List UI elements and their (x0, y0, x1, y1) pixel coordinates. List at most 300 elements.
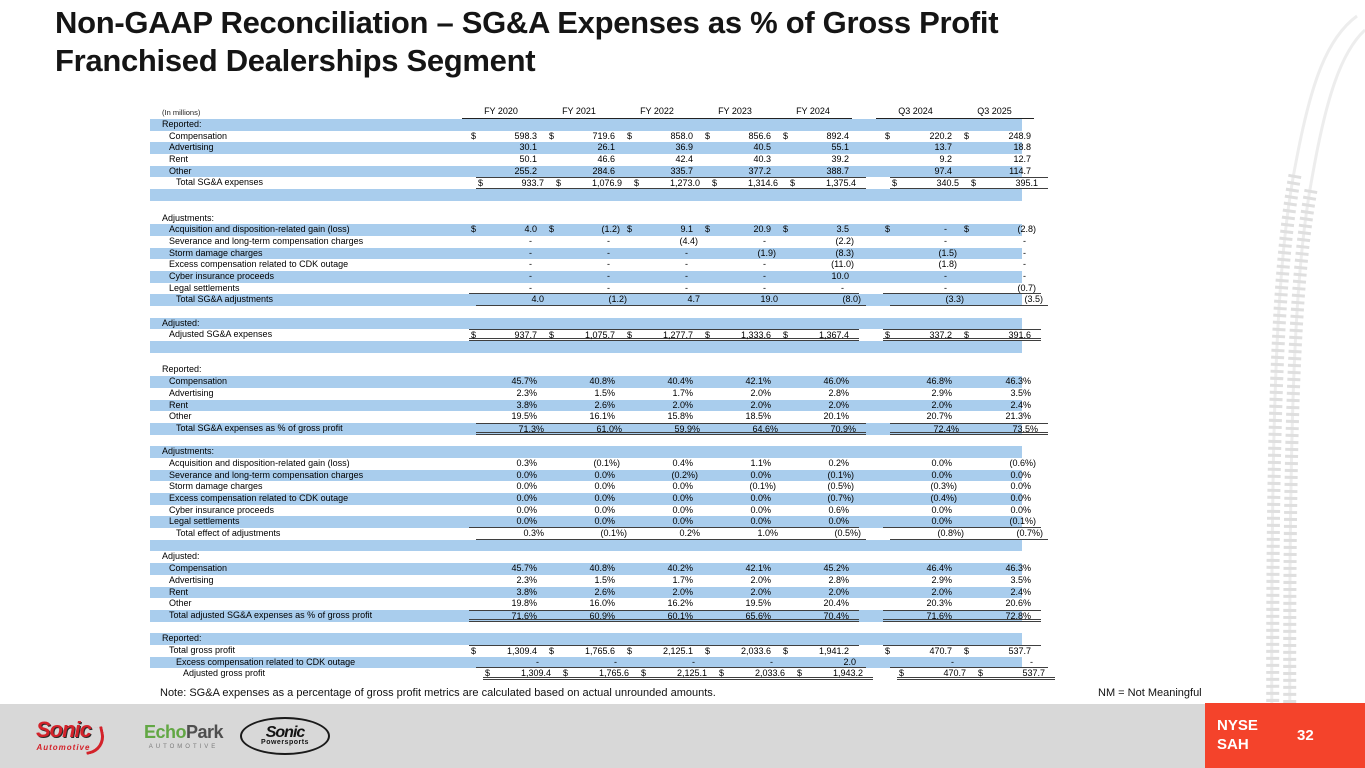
table-row (150, 633, 1022, 645)
dollar-sign: $ (471, 130, 477, 141)
value-cell: $ 892.4 (783, 130, 849, 141)
value-cell: - (607, 270, 610, 281)
dollar-sign: $ (964, 224, 970, 235)
ticker-symbol: NYSE SAH (1217, 716, 1258, 753)
dollar-sign: $ (885, 224, 891, 235)
sonic-automotive-logo (36, 704, 91, 768)
row-label: Rent (169, 399, 189, 410)
table-row (150, 224, 1036, 236)
value-cell: $ 1,076.9 (556, 178, 622, 189)
column-header: FY 2022 (618, 104, 696, 119)
value-cell: 4.7 (687, 294, 700, 305)
value-cell: 0.0% (594, 493, 615, 503)
table-row (150, 422, 1038, 435)
section-label: Reported: (162, 119, 202, 129)
value-cell: 30.1 (519, 142, 537, 153)
column-header: Q3 2024 (876, 104, 955, 119)
row-label: Storm damage charges (169, 481, 263, 492)
value-cell: - (685, 247, 688, 258)
value-cell: 9.2 (939, 154, 952, 165)
dollar-sign: $ (627, 130, 633, 141)
dollar-sign: $ (964, 645, 970, 656)
value-cell: 0.0% (750, 504, 771, 515)
value-cell: $ 1,273.0 (634, 178, 700, 189)
value-cell: - (692, 656, 695, 667)
value-cell: 1.5% (594, 574, 615, 585)
dollar-sign: $ (719, 668, 725, 679)
table-row (150, 399, 1031, 412)
value-cell: 71.3% (518, 423, 544, 434)
table-row (150, 282, 1036, 295)
value-cell: 2.9% (931, 387, 952, 398)
value-cell: 0.0% (1010, 504, 1031, 515)
value-cell: 2.0 (843, 656, 856, 667)
column-header: FY 2023 (696, 104, 774, 119)
value-cell: $ 1,314.6 (712, 178, 778, 189)
value-cell: 0.0% (594, 481, 615, 492)
value-cell: 0.0% (750, 516, 771, 527)
value-cell: 19.0 (760, 294, 778, 305)
table-row (150, 119, 1022, 131)
dollar-sign: $ (471, 330, 477, 341)
row-label: Rent (169, 586, 189, 597)
value-cell: 377.2 (748, 165, 771, 176)
row-label: Compensation (169, 376, 228, 387)
table-row (150, 259, 1026, 271)
value-cell: 0.0% (516, 504, 537, 515)
value-cell: 1.7% (672, 387, 693, 398)
value-cell: 16.1% (589, 411, 615, 422)
row-label: Other (169, 411, 192, 422)
value-cell: - (529, 235, 532, 246)
value-cell: 18.8 (1013, 142, 1031, 153)
table-row (150, 329, 1031, 341)
table-row (150, 213, 1022, 225)
table-row (150, 270, 1026, 283)
section-label: Reported: (162, 364, 202, 375)
value-cell: 15.8% (667, 411, 693, 422)
row-label: Adjusted SG&A expenses (169, 329, 273, 340)
value-cell: 55.1 (831, 142, 849, 153)
table-row (150, 177, 1038, 189)
value-cell: (0.1%) (827, 469, 854, 480)
echopark-logo (144, 704, 223, 768)
value-cell: 39.2 (831, 154, 849, 165)
echopark-word-park: Park (186, 721, 224, 742)
value-cell: 19.5% (745, 598, 771, 609)
value-cell: 2.0% (931, 399, 952, 410)
value-cell: 0.0% (1010, 481, 1031, 492)
value-cell: - (944, 282, 947, 293)
value-cell: - (685, 259, 688, 270)
spacer-row (150, 353, 1022, 365)
value-cell: (0.1%) (749, 481, 776, 492)
value-cell: 2.8% (828, 387, 849, 398)
dollar-sign: $ (964, 130, 970, 141)
section-label: Adjusted: (162, 317, 200, 328)
row-label: Excess compensation related to CDK outage (169, 493, 349, 503)
row-label (150, 189, 462, 201)
table-row (150, 387, 1031, 400)
dollar-sign: $ (549, 330, 555, 341)
value-cell: $ 1,277.7 (627, 330, 693, 341)
dollar-sign: $ (712, 178, 718, 189)
value-cell: (1.8) (938, 259, 957, 270)
value-cell: 40.2% (667, 563, 693, 574)
dollar-sign: $ (899, 668, 905, 679)
table-row (150, 469, 1031, 482)
value-cell: $ 1,765.6 (563, 668, 629, 679)
table-row (150, 364, 1022, 376)
dollar-sign: $ (783, 645, 789, 656)
value-cell: 3.5% (1010, 387, 1031, 398)
value-cell: - (951, 656, 954, 667)
table-row (150, 644, 1031, 657)
value-cell: 2.3% (516, 387, 537, 398)
row-label (150, 201, 462, 213)
dollar-sign: $ (885, 330, 891, 341)
sonic-swoosh-icon (82, 726, 108, 755)
value-cell: (0.3%) (930, 481, 957, 492)
value-cell: 0.0% (672, 481, 693, 492)
section-label: Reported: (162, 633, 202, 644)
value-cell: (3.5) (1024, 294, 1043, 305)
dollar-sign: $ (549, 130, 555, 141)
value-cell: 46.3% (1005, 563, 1031, 574)
value-cell: 4.0 (531, 294, 544, 305)
value-cell: 2.0% (931, 586, 952, 597)
value-cell: 0.0% (672, 493, 693, 503)
value-cell: 20.1% (823, 411, 849, 422)
column-header: FY 2021 (540, 104, 618, 119)
value-cell: (0.1%) (593, 457, 620, 468)
value-cell: 46.8% (926, 376, 952, 387)
value-cell: 388.7 (826, 165, 849, 176)
value-cell: 72.4% (933, 423, 959, 434)
value-cell: 0.0% (594, 516, 615, 527)
value-cell: 71.6% (926, 610, 952, 621)
value-cell: 71.6% (511, 610, 537, 621)
dollar-sign: $ (705, 224, 711, 235)
value-cell: 2.0% (828, 586, 849, 597)
value-cell: 12.7 (1013, 154, 1031, 165)
dollar-sign: $ (627, 645, 633, 656)
value-cell: 40.5 (753, 142, 771, 153)
footnote: Note: SG&A expenses as a percentage of gross profit metrics are calculated based on actual unrounded amounts. (160, 687, 716, 699)
value-cell: (0.2%) (671, 469, 698, 480)
value-cell: 2.0% (750, 387, 771, 398)
dollar-sign: $ (783, 330, 789, 341)
value-cell: $ 220.2 (885, 130, 952, 141)
value-cell: 0.0% (594, 469, 615, 480)
table-row (150, 446, 1022, 458)
value-cell: 2.6% (594, 586, 615, 597)
value-cell: $ 2,033.6 (719, 668, 785, 679)
value-cell: 18.5% (745, 411, 771, 422)
value-cell: 61.0% (596, 423, 622, 434)
value-cell: 0.3% (516, 457, 537, 468)
value-cell: (1.9) (757, 247, 776, 258)
value-cell: - (770, 656, 773, 667)
value-cell: 26.1 (597, 142, 615, 153)
value-cell: $ 2,125.1 (641, 668, 707, 679)
table-row (150, 656, 1033, 669)
value-cell: 3.5% (1010, 574, 1031, 585)
value-cell: $ 337.2 (885, 330, 952, 341)
value-cell: (0.1%) (1009, 516, 1036, 527)
value-cell: 0.0% (594, 504, 615, 515)
page-title (55, 4, 998, 80)
dollar-sign: $ (556, 178, 562, 189)
table-row (150, 376, 1031, 388)
value-cell: $ 4.0 (471, 224, 537, 235)
column-header: Q3 2025 (955, 104, 1034, 119)
row-label (150, 540, 462, 552)
value-cell: $ 858.0 (627, 130, 693, 141)
value-cell: 0.0% (828, 516, 849, 527)
value-cell: 45.2% (823, 563, 849, 574)
value-cell: $ 1,375.4 (790, 178, 856, 189)
row-label: Total SG&A adjustments (176, 294, 274, 305)
value-cell: $ 1,309.4 (471, 645, 537, 656)
dollar-sign: $ (627, 224, 633, 235)
value-cell: 13.7 (934, 142, 952, 153)
table-row (150, 481, 1031, 493)
value-cell: - (1023, 247, 1026, 258)
value-cell: 21.3% (1005, 411, 1031, 422)
value-cell: - (607, 282, 610, 293)
value-cell: 20.4% (823, 598, 849, 609)
value-cell: - (763, 259, 766, 270)
value-cell: 0.0% (931, 469, 952, 480)
value-cell: 46.6 (597, 154, 615, 165)
dollar-sign: $ (964, 330, 970, 341)
section-label: Adjusted: (162, 551, 200, 562)
value-cell: 0.2% (828, 457, 849, 468)
title-line-2: Franchised Dealerships Segment (55, 42, 536, 78)
dollar-sign: $ (471, 645, 477, 656)
value-cell: $ (2.8) (964, 224, 1036, 235)
row-label: Other (169, 598, 192, 609)
value-cell: - (1023, 259, 1026, 270)
value-cell: 40.8% (589, 563, 615, 574)
value-cell: $ 1,333.6 (705, 330, 771, 341)
value-cell: - (763, 282, 766, 293)
footer-bar (0, 704, 1205, 768)
sonic-automotive-sub: Automotive (36, 743, 91, 752)
value-cell: 42.4 (675, 154, 693, 165)
powersports-oval (240, 717, 330, 755)
value-cell: 2.3% (516, 574, 537, 585)
value-cell: 2.0% (750, 574, 771, 585)
table-row (150, 154, 1031, 166)
value-cell: 40.8% (589, 376, 615, 387)
value-cell: $ 1,765.6 (549, 645, 615, 656)
value-cell: 0.0% (1010, 493, 1031, 503)
value-cell: 0.0% (931, 504, 952, 515)
value-cell: 0.0% (750, 469, 771, 480)
value-cell: 0.0% (516, 469, 537, 480)
value-cell: 20.3% (926, 598, 952, 609)
table-row (150, 516, 1036, 528)
table-header-row (150, 102, 1022, 119)
value-cell: 1.7% (672, 574, 693, 585)
value-cell: $ 933.7 (478, 178, 544, 189)
value-cell: 2.9% (931, 574, 952, 585)
value-cell: 65.6% (745, 610, 771, 621)
value-cell: - (529, 282, 532, 293)
value-cell: (2.2) (835, 235, 854, 246)
row-label: Severance and long-term compensation charges (169, 469, 364, 480)
value-cell: $ 20.9 (705, 224, 771, 235)
value-cell: 0.2% (679, 528, 700, 539)
value-cell: 0.0% (931, 516, 952, 527)
row-label: Total SG&A expenses as % of gross profit (176, 422, 343, 433)
value-cell: $ 537.7 (964, 645, 1031, 656)
value-cell: 42.1% (745, 563, 771, 574)
value-cell: 36.9 (675, 142, 693, 153)
value-cell: (0.7%) (1016, 528, 1043, 539)
table-row (150, 574, 1031, 587)
value-cell: - (529, 270, 532, 281)
value-cell: 19.8% (511, 598, 537, 609)
row-label: Acquisition and disposition-related gain (loss) (169, 224, 350, 235)
value-cell: $ 395.1 (971, 178, 1038, 189)
row-label: Total SG&A expenses (176, 177, 264, 188)
value-cell: (0.6%) (1009, 457, 1036, 468)
table-row (150, 130, 1031, 143)
value-cell: (11.0) (831, 259, 854, 270)
row-label: Total gross profit (169, 644, 236, 655)
row-label: Cyber insurance proceeds (169, 270, 275, 281)
value-cell: 20.6% (1005, 598, 1031, 609)
value-cell: 10.0 (831, 270, 849, 281)
dollar-sign: $ (783, 224, 789, 235)
sonic-powersports-logo (240, 704, 330, 768)
value-cell: (0.4%) (930, 493, 957, 503)
value-cell: 2.0% (672, 399, 693, 410)
row-label: Severance and long-term compensation charges (169, 235, 364, 246)
value-cell: 0.0% (516, 516, 537, 527)
dollar-sign: $ (705, 645, 711, 656)
value-cell: $ 470.7 (899, 668, 966, 679)
row-label: Total adjusted SG&A expenses as % of gross profit (169, 609, 373, 620)
value-cell: 3.8% (516, 399, 537, 410)
value-cell: $ 3.5 (783, 224, 849, 235)
table-row (150, 668, 1045, 680)
value-cell: 45.7% (511, 563, 537, 574)
table-row (150, 528, 1043, 540)
value-cell: 1.1% (750, 457, 771, 468)
value-cell: (3.3) (945, 294, 964, 305)
row-label (150, 306, 462, 318)
dollar-sign: $ (971, 178, 977, 189)
value-cell: 255.2 (514, 165, 537, 176)
value-cell: $ 470.7 (885, 645, 952, 656)
section-label: Adjustments: (162, 446, 215, 457)
value-cell: $ 248.9 (964, 130, 1031, 141)
dollar-sign: $ (478, 178, 484, 189)
value-cell: 16.2% (667, 598, 693, 609)
powersports-wordmark: Sonic (265, 724, 305, 741)
value-cell: - (944, 270, 947, 281)
table-row (150, 563, 1031, 575)
dollar-sign: $ (797, 668, 803, 679)
value-cell: - (536, 656, 539, 667)
value-cell: 2.8% (828, 574, 849, 585)
value-cell: (1.2) (608, 294, 627, 305)
value-cell: - (607, 235, 610, 246)
value-cell: - (614, 656, 617, 667)
value-cell: 2.0% (750, 586, 771, 597)
value-cell: 335.7 (670, 165, 693, 176)
value-cell: $ 1,367.4 (783, 330, 849, 341)
value-cell: - (607, 259, 610, 270)
dollar-sign: $ (627, 330, 633, 341)
dollar-sign: $ (563, 668, 569, 679)
row-label: Excess compensation related to CDK outage (176, 656, 356, 667)
value-cell: - (763, 235, 766, 246)
table-row (150, 598, 1031, 610)
spacer-row (150, 540, 1022, 552)
dollar-sign: $ (885, 645, 891, 656)
dollar-sign: $ (471, 224, 477, 235)
value-cell: - (763, 270, 766, 281)
row-label: Total effect of adjustments (176, 528, 281, 539)
value-cell: - (841, 282, 844, 293)
nyse-ticker-badge (1205, 703, 1365, 768)
value-cell: 97.4 (934, 165, 952, 176)
value-cell: 0.3% (523, 528, 544, 539)
value-cell: 50.1 (519, 154, 537, 165)
value-cell: 1.0% (757, 528, 778, 539)
row-label: Other (169, 165, 192, 176)
table-row (150, 504, 1031, 517)
value-cell: 0.0% (672, 516, 693, 527)
table-row (150, 247, 1026, 260)
row-label (150, 341, 462, 353)
table-row (150, 411, 1031, 423)
value-cell: 59.9% (674, 423, 700, 434)
value-cell: $ 1,075.7 (549, 330, 615, 341)
dollar-sign: $ (978, 668, 984, 679)
value-cell: (0.5%) (827, 481, 854, 492)
value-cell: 73.5% (1012, 423, 1038, 434)
dollar-sign: $ (790, 178, 796, 189)
value-cell: 0.0% (672, 504, 693, 515)
value-cell: 2.6% (594, 399, 615, 410)
dollar-sign: $ (549, 645, 555, 656)
spacer-row (150, 622, 1022, 634)
row-label: Advertising (169, 574, 214, 585)
row-label: Adjusted gross profit (183, 668, 266, 679)
table-row (150, 294, 1043, 306)
row-label: Compensation (169, 130, 228, 141)
value-cell: 64.6% (752, 423, 778, 434)
value-cell: - (944, 235, 947, 246)
value-cell: - (685, 282, 688, 293)
value-cell: 0.0% (750, 493, 771, 503)
value-cell: $ 9.1 (627, 224, 693, 235)
section-label: Adjustments: (162, 212, 215, 223)
units-label: (In millions) (162, 108, 201, 117)
reconciliation-table (150, 102, 1045, 680)
value-cell: 46.0% (823, 376, 849, 387)
value-cell: 114.7 (1009, 165, 1031, 176)
value-cell: $ - (885, 224, 947, 235)
table-row (150, 165, 1031, 178)
value-cell: (0.5%) (834, 528, 861, 539)
